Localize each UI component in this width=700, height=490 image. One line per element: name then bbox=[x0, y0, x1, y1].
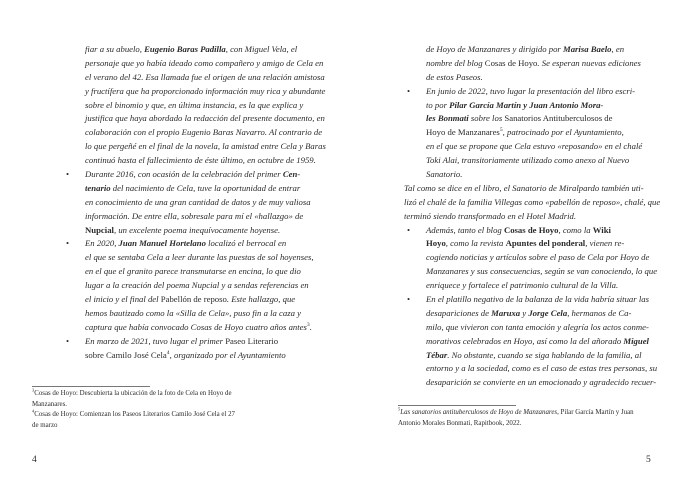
footnote-line bbox=[32, 421, 322, 432]
text-run: , Pilar García Martín y Juan bbox=[557, 409, 634, 416]
text-run: Sanatorio. bbox=[426, 169, 463, 180]
text-line bbox=[63, 140, 326, 154]
text-run: milo, que vivieron con tanta emoción y alegría los actos conme- bbox=[426, 321, 649, 332]
text-line bbox=[404, 112, 650, 126]
text-line bbox=[63, 224, 305, 238]
text-line bbox=[63, 293, 305, 307]
footnote-marker: 3 bbox=[306, 321, 310, 328]
text-run: en conocimiento de una gran cantidad de datos y de muy valiosa bbox=[85, 196, 311, 207]
text-run: colaboración con el propio Eugenio Baras Navarro. Al contrario de bbox=[85, 127, 323, 138]
text-run: Hoyo de Manzanares bbox=[426, 127, 500, 138]
text-run: captura que había convocado Cosas de Hoyo cuatro años antes bbox=[85, 321, 307, 332]
text-line bbox=[63, 85, 326, 99]
text-line bbox=[404, 154, 650, 168]
text-line bbox=[63, 154, 316, 168]
text-run: Cen- bbox=[282, 169, 301, 180]
text-line bbox=[63, 265, 305, 279]
text-run: el verano del 42. Esa llamada fue el origen de una relación amistosa bbox=[85, 71, 325, 82]
text-line bbox=[404, 168, 650, 182]
text-run: y fructífera que ha proporcionado información muy rica y abundante bbox=[85, 85, 326, 96]
text-run: de marzo bbox=[32, 421, 58, 429]
text-line bbox=[404, 210, 650, 224]
text-run: sobre los bbox=[468, 113, 505, 124]
text-line bbox=[404, 140, 650, 154]
text-run: . No obstante, cuando se siga hablando de la familia, al bbox=[447, 349, 642, 360]
text-line bbox=[404, 307, 650, 321]
text-run: en el que se propone que Cela estuvo «reposando» en el chalé bbox=[426, 141, 643, 152]
right-footnote-rule bbox=[398, 405, 516, 406]
footnote-marker: 3 bbox=[32, 387, 35, 393]
text-line bbox=[63, 251, 314, 265]
text-run: Manzanares. bbox=[32, 400, 68, 408]
text-line bbox=[63, 335, 305, 349]
text-run: , en bbox=[611, 44, 625, 54]
text-line bbox=[404, 57, 650, 71]
text-line bbox=[404, 321, 650, 335]
text-run: . Este hallazgo, que bbox=[226, 294, 296, 305]
text-run: Hoyo bbox=[426, 238, 446, 249]
text-run: , hermanos de Ca- bbox=[567, 307, 632, 318]
text-run: entorno y a la sociedad, como es el caso de estas tres personas, su bbox=[426, 363, 658, 374]
text-line bbox=[404, 71, 650, 85]
text-run: Nupcial bbox=[85, 224, 114, 235]
text-run: . Se esperan nuevas ediciones bbox=[537, 57, 641, 68]
text-run: morativos celebrados en Hoyo, así como la del añorado bbox=[426, 335, 624, 346]
text-line bbox=[63, 210, 305, 224]
page-number-left: 4 bbox=[32, 455, 37, 465]
text-run: y bbox=[520, 307, 529, 318]
text-run: Cosas de Hoyo bbox=[503, 224, 559, 235]
text-run: Además, tanto el blog bbox=[426, 224, 504, 235]
text-run: En marzo de 2021, tuvo lugar el primer bbox=[85, 335, 226, 346]
text-run: Eugenio Baras Padilla bbox=[144, 44, 226, 54]
text-run: , patrocinado por el Ayuntamiento, bbox=[502, 127, 624, 138]
text-run: , como la revista bbox=[445, 238, 506, 249]
footnote-marker: 4 bbox=[32, 408, 35, 414]
text-run: Jorge Cela bbox=[528, 307, 568, 318]
text-run: de Hoyo de Manzanares y dirigido por bbox=[426, 44, 563, 54]
footnote-marker: 5 bbox=[398, 406, 401, 412]
text-line bbox=[63, 168, 305, 182]
text-run: terminó siendo transformado en el Hotel Madrid. bbox=[404, 210, 577, 221]
text-run: lizó el chalé de la familia Villegas como «pabellón de reposo», chalé, que bbox=[404, 196, 661, 207]
footnote-line bbox=[32, 410, 322, 421]
text-line bbox=[404, 335, 650, 349]
footnote-line bbox=[398, 419, 698, 430]
text-run: En junio de 2022, tuvo lugar la presentación del libro escri- bbox=[426, 85, 636, 96]
text-line bbox=[63, 43, 305, 57]
text-run: En el platillo negativo de la balanza de la vida habría situar las bbox=[426, 294, 649, 305]
text-line bbox=[404, 251, 650, 265]
text-run: sobre el binomio y que, en última instancia, es la que explica y bbox=[85, 99, 304, 110]
text-line bbox=[404, 224, 650, 238]
text-run: nombre del blog bbox=[426, 57, 485, 68]
text-run: Durante 2016, con ocasión de la celebración del primer bbox=[85, 169, 283, 180]
text-line bbox=[404, 85, 650, 99]
text-run: fiar a su abuelo, bbox=[85, 44, 145, 54]
text-run: Manzanares y sus consecuencias, según se van conociendo, lo que bbox=[426, 266, 658, 277]
left-footnote-rule bbox=[32, 386, 150, 387]
text-line bbox=[404, 182, 650, 196]
text-line bbox=[404, 376, 657, 390]
text-run: Miguel bbox=[623, 335, 649, 346]
text-run: información. De entre ella, sobresale para mí el «hallazgo» de bbox=[85, 210, 304, 221]
footnote-line bbox=[398, 408, 698, 419]
text-run: Antonio Morales Bonmati, Rapitbook, 2022. bbox=[398, 419, 522, 427]
text-line bbox=[404, 293, 650, 307]
text-line bbox=[63, 182, 305, 196]
text-line bbox=[404, 237, 650, 251]
left-page-body bbox=[63, 43, 326, 362]
text-run: Juan Manuel Hortelano bbox=[118, 238, 206, 249]
text-line bbox=[63, 196, 311, 210]
page-number-right: 5 bbox=[646, 455, 651, 465]
text-line bbox=[63, 126, 323, 140]
text-line bbox=[63, 112, 325, 126]
text-run: personaje que yo había ideado como compañero y amigo de Cela en bbox=[85, 57, 324, 68]
footnote-marker: 4 bbox=[166, 349, 170, 356]
text-line bbox=[63, 71, 325, 85]
text-run: En 2020, bbox=[85, 238, 119, 249]
text-run: Tal como se dice en el libro, el Sanatorio de Miralpardo también uti- bbox=[404, 182, 644, 193]
text-run: lugar a la creación del poema Nupcial y a sendas referencias en bbox=[85, 280, 309, 291]
text-run: desaparición se convierte en un emocionado y agradecido recuer- bbox=[426, 377, 657, 388]
text-run: el que se sentaba Cela a leer durante las puestas de sol hoyenses, bbox=[85, 252, 314, 263]
text-run: desapariciones de bbox=[426, 307, 492, 318]
text-line bbox=[404, 196, 661, 210]
footnote-marker: 5 bbox=[499, 127, 503, 134]
text-run: justifica que haya abordado la redacción del presente documento, en bbox=[85, 113, 325, 124]
text-run: Pabellón de reposo bbox=[160, 294, 227, 305]
text-run: Cosas de Hoyo bbox=[484, 57, 538, 68]
text-line bbox=[404, 126, 650, 140]
text-run: tenario bbox=[85, 182, 111, 193]
text-run: , un excelente poema inequívocamente hoyense. bbox=[113, 224, 281, 235]
text-run: Pilar García Martín y Juan Antonio Mora- bbox=[449, 99, 604, 110]
footnote-line bbox=[32, 400, 322, 411]
text-run: cogiendo noticias y artículos sobre el paso de Cela por Hoyo de bbox=[426, 252, 650, 263]
text-run: les Bonmati bbox=[426, 113, 469, 124]
text-run: Cosas de Hoyo: Comienzan los Paseos Literarios Camilo José Cela el 27 bbox=[34, 411, 235, 418]
text-run: Sanatorios Antituberculosos de bbox=[504, 113, 613, 124]
text-run: Paseo Literario bbox=[225, 335, 279, 346]
text-run: del nacimiento de Cela, tuve la oportunidad de entrar bbox=[110, 182, 301, 193]
text-line bbox=[404, 99, 650, 113]
text-run: to por bbox=[426, 99, 450, 110]
text-run: Wiki bbox=[592, 224, 611, 235]
text-line bbox=[63, 57, 324, 71]
text-line bbox=[63, 307, 305, 321]
text-run: , organizado por el Ayuntamiento bbox=[169, 349, 286, 360]
right-footnotes bbox=[398, 408, 698, 429]
text-run: Tébar bbox=[426, 349, 448, 360]
text-run: enriquece y fortalece el patrimonio cultural de la Villa. bbox=[426, 280, 619, 291]
text-run: en el que el granito parece transmutarse en encina, lo que dio bbox=[85, 266, 301, 277]
text-line bbox=[404, 349, 650, 363]
text-run: Toki Alai, transitoriamente utilizado como anexo al Nuevo bbox=[426, 155, 630, 166]
text-line bbox=[63, 349, 305, 363]
text-run: el inicio y el final del bbox=[85, 294, 161, 305]
text-run: localizó el berrocal en bbox=[205, 238, 287, 249]
text-run: continuó hasta el fallecimiento de éste último, en octubre de 1959. bbox=[85, 155, 316, 166]
text-line bbox=[404, 265, 658, 279]
text-run: , vienen re- bbox=[585, 238, 625, 249]
text-line bbox=[63, 321, 312, 335]
text-run: , como la bbox=[558, 224, 593, 235]
text-line bbox=[404, 279, 650, 293]
text-run: Maruxa bbox=[491, 307, 521, 318]
text-run: Apuntes del ponderal bbox=[505, 238, 586, 249]
right-page-body bbox=[404, 43, 661, 390]
footnote-line bbox=[32, 389, 322, 400]
text-run: sobre Camilo José Cela bbox=[85, 349, 167, 360]
text-line bbox=[63, 237, 305, 251]
text-run: Marisa Baelo bbox=[562, 44, 612, 54]
text-run: de estos Paseos. bbox=[426, 71, 483, 82]
left-footnotes bbox=[32, 389, 322, 431]
text-run: Las sanatorios antituberculosos de Hoyo de Manzanares bbox=[400, 409, 558, 416]
text-run: lo que pergeñé en el final de la novela, la amistad entre Cela y Baras bbox=[85, 141, 326, 152]
text-line bbox=[63, 279, 309, 293]
text-line bbox=[404, 362, 658, 376]
text-line bbox=[63, 99, 305, 113]
text-line bbox=[404, 43, 650, 57]
text-run: . bbox=[309, 321, 312, 332]
text-run: hemos bautizado como la «Silla de Cela», puso fin a la caza y bbox=[85, 307, 301, 318]
text-run: , con Miguel Vela, el bbox=[225, 44, 298, 54]
text-run: Cosas de Hoyo: Descubierta la ubicación de la foto de Cela en Hoyo de bbox=[34, 390, 232, 397]
